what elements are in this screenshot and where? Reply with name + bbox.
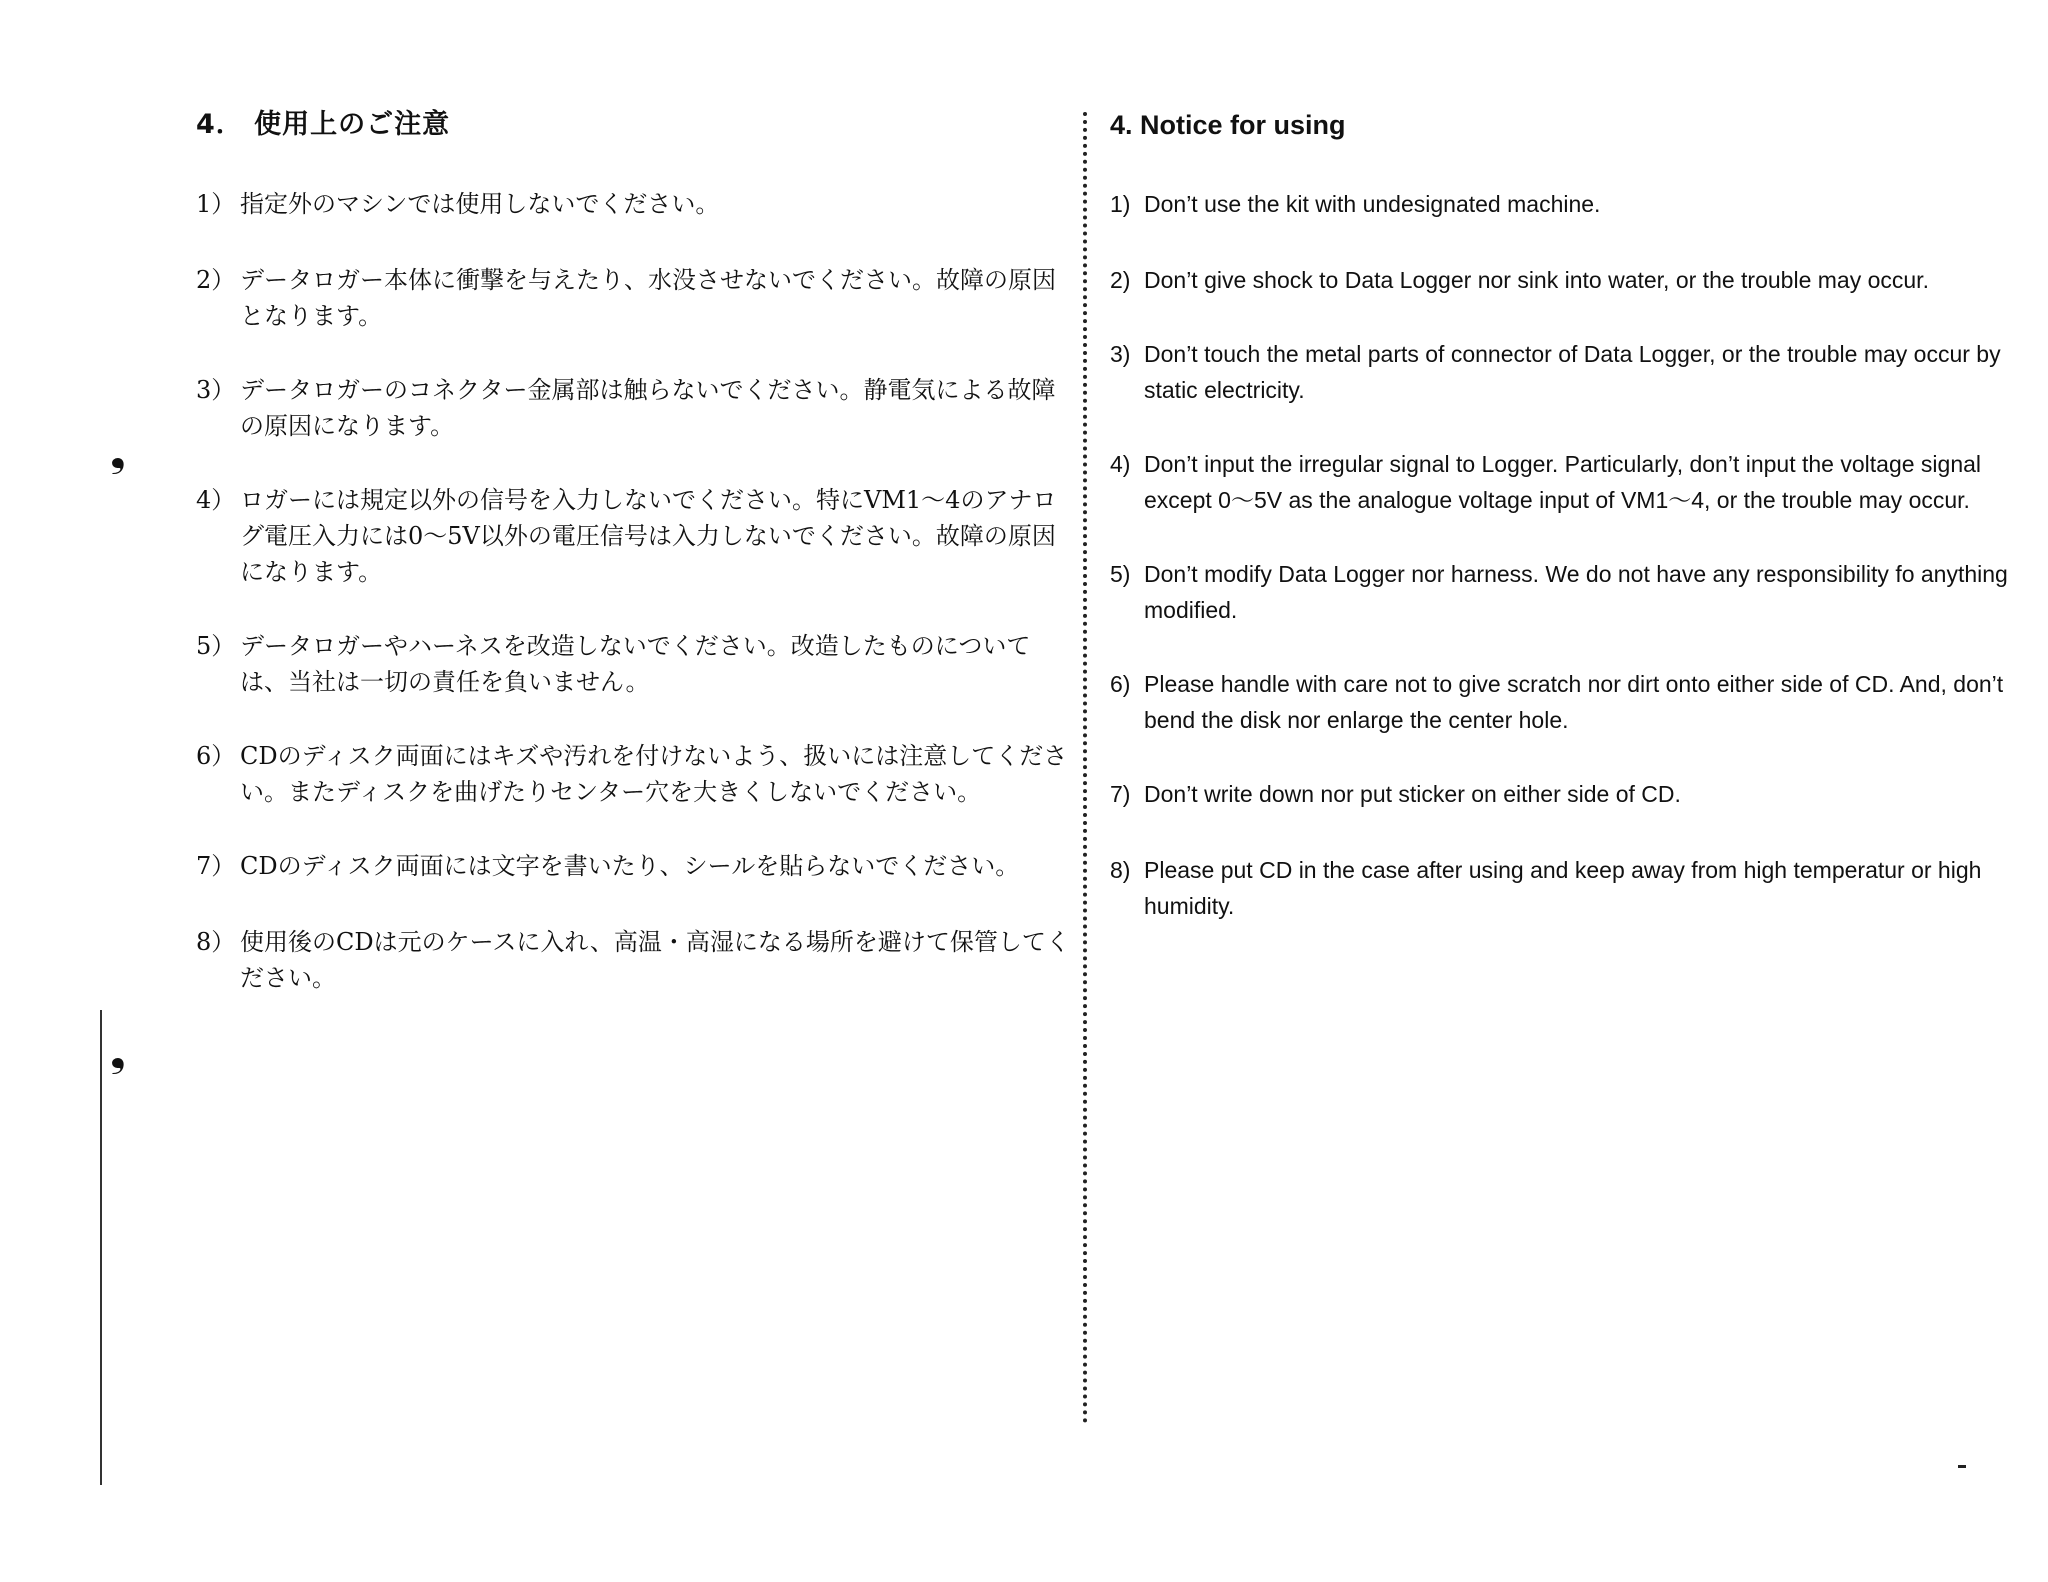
item-number: 3） (196, 376, 236, 404)
item-text: Please put CD in the case after using and keep away from high temperatur or high humidity. (1144, 857, 1988, 919)
item-text: CDのディスク両面には文字を書いたり、シールを貼らないでください。 (240, 852, 1020, 880)
item-number: 2） (196, 266, 236, 294)
item-text: データロガー本体に衝撃を与えたり、水没させないでください。故障の原因となります。 (240, 266, 1056, 330)
item-text: ロガーには規定以外の信号を入力しないでください。特にVM1～4のアナログ電圧入力には0～5V以外の電圧信号は入力しないでください。故障の原因になります。 (240, 486, 1057, 586)
item-text: データロガーやハーネスを改造しないでください。改造したものについては、当社は一切の責任を負いません。 (240, 632, 1031, 696)
english-item-7 (1110, 776, 2010, 812)
item-text: CDのディスク両面にはキズや汚れを付けないよう、扱いには注意してください。またディスクを曲げたりセンター穴を大きくしないでください。 (240, 742, 1068, 806)
item-number: 1) (1110, 191, 1131, 217)
item-number: 1） (196, 190, 236, 218)
punch-hole-mark-top: ❟ (110, 430, 126, 476)
item-number: 3) (1110, 341, 1131, 367)
punch-hole-mark-bottom: ❟ (110, 1030, 126, 1076)
english-item-5 (1110, 556, 2015, 628)
item-number: 8） (196, 928, 236, 956)
japanese-item-4 (196, 482, 1076, 590)
item-number: 4） (196, 486, 236, 514)
japanese-item-2 (196, 262, 1076, 334)
english-item-8 (1110, 852, 2010, 924)
item-number: 8) (1110, 857, 1131, 883)
item-number: 5） (196, 632, 236, 660)
item-number: 7） (196, 852, 236, 880)
column-divider (1083, 112, 1087, 1424)
item-number: 7) (1110, 781, 1131, 807)
english-column (1110, 108, 2015, 924)
english-item-6 (1110, 666, 2010, 738)
item-text: Don’t touch the metal parts of connector of Data Logger, or the trouble may occur by static electricity. (1144, 341, 2007, 403)
item-text: Don’t modify Data Logger nor harness. We do not have any responsibility fo anything modified. (1144, 561, 2015, 623)
japanese-item-1 (196, 186, 1076, 222)
japanese-item-3 (196, 372, 1076, 444)
item-number: 6) (1110, 671, 1131, 697)
english-item-2 (1110, 262, 2010, 298)
item-number: 6） (196, 742, 236, 770)
item-text: 使用後のCDは元のケースに入れ、高温・高湿になる場所を避けて保管してください。 (240, 928, 1070, 992)
japanese-item-5 (196, 628, 1076, 700)
english-item-3 (1110, 336, 2010, 408)
item-number: 4) (1110, 451, 1131, 477)
item-text: データロガーのコネクター金属部は触らないでください。静電気による故障の原因になります。 (240, 376, 1056, 440)
japanese-item-7 (196, 848, 1076, 884)
japanese-item-8 (196, 924, 1076, 996)
scan-speck (1958, 1465, 1966, 1468)
english-heading: 4. Notice for using (1110, 110, 1346, 140)
japanese-column (196, 108, 1076, 996)
item-text: Don’t use the kit with undesignated machine. (1144, 191, 1601, 217)
japanese-heading: 4． 使用上のご注意 (196, 109, 451, 140)
item-text: Please handle with care not to give scratch nor dirt onto either side of CD. And, don’t bend the disk nor enlarge the center hole. (1144, 671, 2010, 733)
english-item-1 (1110, 186, 2010, 222)
english-item-4 (1110, 446, 2010, 518)
item-text: Don’t input the irregular signal to Logger. Particularly, don’t input the voltage signal except 0～5V as the analogue voltage input of VM1～4, or the trouble may occur. (1144, 451, 1988, 513)
japanese-item-6 (196, 738, 1076, 810)
item-number: 5) (1110, 561, 1131, 587)
item-text: Don’t write down nor put sticker on either side of CD. (1144, 781, 1681, 807)
item-text: 指定外のマシンでは使用しないでください。 (240, 190, 720, 218)
item-text: Don’t give shock to Data Logger nor sink into water, or the trouble may occur. (1144, 267, 1929, 293)
item-number: 2) (1110, 267, 1131, 293)
scan-edge-line (100, 1010, 102, 1485)
